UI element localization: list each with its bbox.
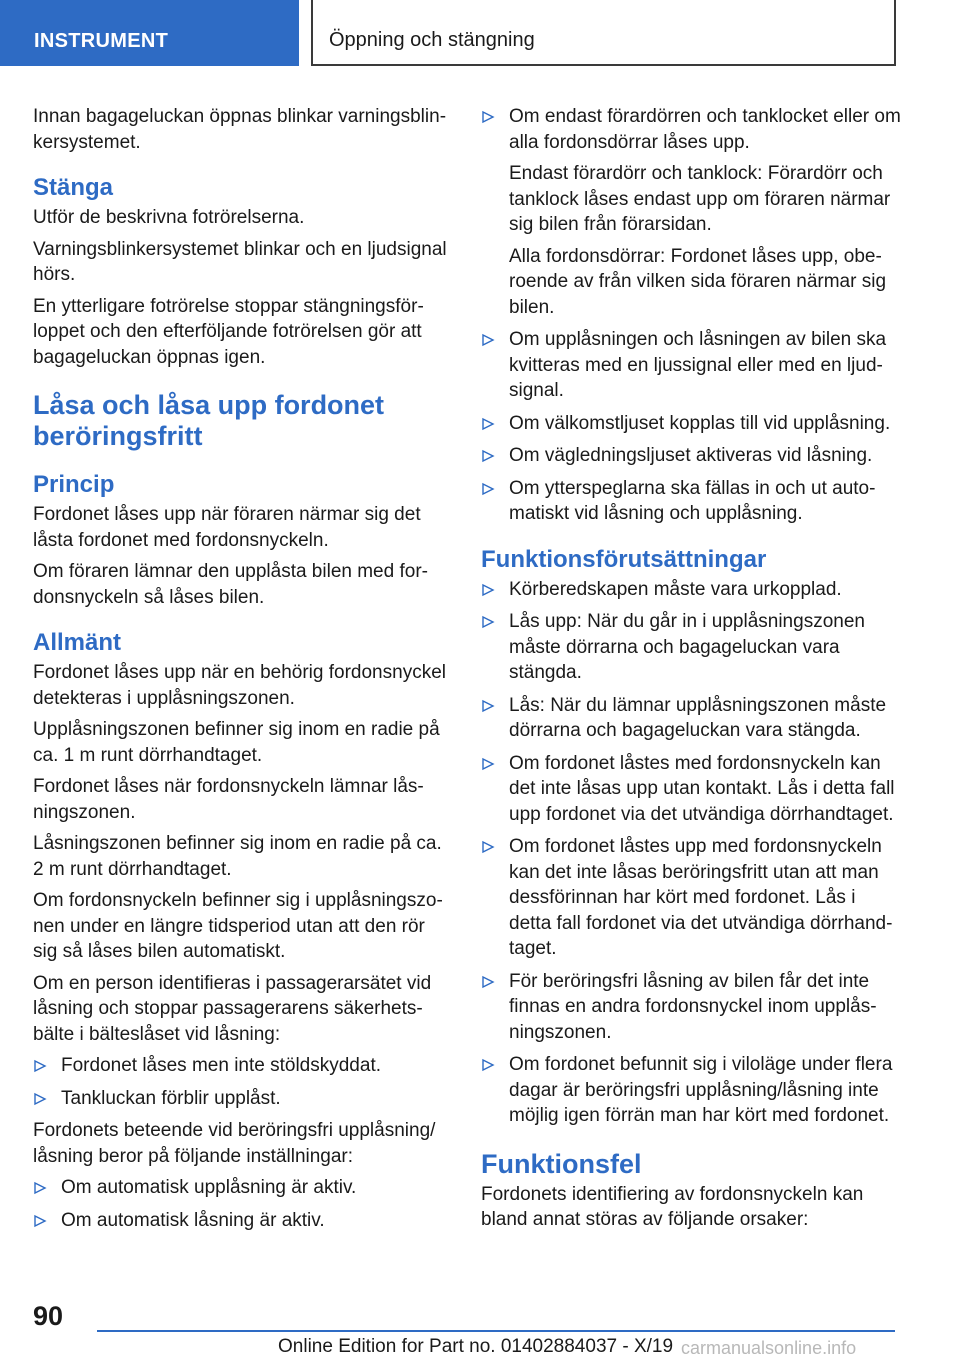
list-item <box>481 476 901 527</box>
left-column <box>33 104 453 1240</box>
list-item <box>33 1053 453 1079</box>
footer-divider <box>97 1330 895 1332</box>
page-header <box>0 0 960 66</box>
heading-princip: Princip <box>33 471 115 498</box>
list-item-text: Lås upp: När du går in i upplåsningszonen måste dörrarna och bagageluckan vara stängda. <box>509 611 865 683</box>
paragraph: Fordonet låses upp när föraren närmar sig det låsta fordonet med fordonsnyckeln. <box>33 504 421 551</box>
heading-funktionsfel: Funktionsfel <box>481 1148 642 1179</box>
list-item-text: Tankluckan förblir upplåst. <box>61 1087 281 1109</box>
list-item-text: Om fordonet låstes med fordonsnyckeln kan det inte låsas upp utan kontakt. Lås i detta fall upp fordonet via det utvändiga dörrhandtaget. <box>509 752 895 825</box>
chapter-box <box>311 0 896 66</box>
paragraph: Fordonet låses när fordonsnyckeln lämnar låsningszonen. <box>33 776 424 823</box>
paragraph: Fordonet låses upp när en behörig fordonsnyckel detekteras i upplåsningszonen. <box>33 662 446 709</box>
triangle-right-outline-icon <box>33 1178 47 1198</box>
list-item <box>481 751 901 828</box>
intro-paragraph: Innan bagageluckan öppnas blinkar varningsblinkersystemet. <box>33 106 447 153</box>
paragraph: Fordonets beteende vid beröringsfri upplåsning/ låsning beror på följande inställningar: <box>33 1120 436 1167</box>
list-item-text: Om ytterspeglarna ska fällas in och ut automatiskt vid låsning och upplåsning. <box>509 477 876 524</box>
paragraph: Låsningszonen befinner sig inom en radie på ca. 2 m runt dörrhandtaget. <box>33 833 442 880</box>
section-tab <box>0 0 299 66</box>
list-item-text: Fordonet låses men inte stöldskyddat. <box>61 1055 382 1076</box>
triangle-right-outline-icon <box>481 414 495 434</box>
list-item-text: Körberedskapen måste vara urkopplad. <box>509 578 842 600</box>
list-item <box>33 1086 453 1112</box>
paragraph: Om fordonsnyckeln befinner sig i upplåsningszonen under en längre tidsperiod utan att den rör sig så låses bilen automatiskt. <box>33 890 443 962</box>
triangle-right-outline-icon <box>481 580 495 600</box>
list-item <box>481 609 901 686</box>
heading-stanga: Stänga <box>33 174 114 201</box>
list-item-subtext: Alla fordonsdörrar: Fordonet låses upp, oberoende av från vilken sida föraren närmar sig bilen. <box>509 245 887 318</box>
paragraph: Fordonets identifiering av fordonsnyckeln kan bland annat störas av följande orsaker: <box>481 1183 864 1230</box>
triangle-right-outline-icon <box>481 330 495 350</box>
list-item <box>481 411 901 437</box>
list-item-text: Om välkomstljuset kopplas till vid upplåsning. <box>509 412 891 434</box>
list-item-text: Lås: När du lämnar upplåsningszonen måste dörrarna och bagageluckan vara stängda. <box>509 694 887 741</box>
right-column <box>481 104 901 1239</box>
chapter-title: Öppning och stängning <box>329 29 535 51</box>
triangle-right-outline-icon <box>481 754 495 774</box>
triangle-right-outline-icon <box>481 479 495 499</box>
list-item-text: För beröringsfri låsning av bilen får det inte finnas en andra fordonsnyckel inom upplåsningszonen. <box>509 970 877 1043</box>
list-item-text: Om endast förardörren och tanklocket eller om alla fordonsdörrar låses upp. <box>509 106 901 153</box>
section-title: INSTRUMENT <box>34 30 169 52</box>
paragraph: En ytterligare fotrörelse stoppar stängningsförloppet och den efterföljande fotrörelsen gör att bagageluckan öppnas igen. <box>33 295 424 368</box>
list-item <box>481 1052 901 1129</box>
triangle-right-outline-icon <box>33 1089 47 1109</box>
list-item <box>481 969 901 1046</box>
paragraph: Utför de beskrivna fotrörelserna. <box>33 207 305 228</box>
triangle-right-outline-icon <box>481 837 495 857</box>
triangle-right-outline-icon <box>481 107 495 127</box>
list-item-text: Om fordonet befunnit sig i viloläge under flera dagar är beröringsfri upplåsning/låsning inte möjlig igen förrän man har kört med fordonet. <box>509 1054 893 1126</box>
triangle-right-outline-icon <box>481 696 495 716</box>
list-item <box>481 327 901 404</box>
triangle-right-outline-icon <box>481 972 495 992</box>
bullet-list <box>33 1053 453 1111</box>
triangle-right-outline-icon <box>481 612 495 632</box>
bullet-list <box>33 1175 453 1233</box>
list-item-subtext: Endast förardörr och tanklock: Förardörr och tanklock låses endast upp om föraren närmar sig bilen från förarsidan. <box>509 163 891 235</box>
bullet-list <box>481 104 901 527</box>
list-item-text: Om fordonet låstes upp med fordonsnyckeln kan det inte låsas beröringsfritt utan att man dessförinnan har kört med fordonet. Lås i detta fall fordonet via det utvändiga dörrhandtaget. <box>509 836 893 959</box>
paragraph: Om en person identifieras i passagerarsätet vid låsning och stoppar passagerarens säkerhetsbälte i bälteslåset vid låsning: <box>33 972 432 1045</box>
watermark: carmanualsonline.info <box>681 1338 857 1358</box>
list-item <box>481 104 901 320</box>
list-item <box>33 1175 453 1201</box>
paragraph: Om föraren lämnar den upplåsta bilen med fordonsnyckeln så låses bilen. <box>33 561 428 608</box>
list-item-text: Om vägledningsljuset aktiveras vid låsning. <box>509 445 873 466</box>
list-item <box>481 443 901 469</box>
list-item <box>481 834 901 962</box>
triangle-right-outline-icon <box>33 1056 47 1076</box>
triangle-right-outline-icon <box>481 1055 495 1075</box>
triangle-right-outline-icon <box>481 446 495 466</box>
heading-funktionsforutsattningar: Funktionsförutsättningar <box>481 545 767 573</box>
heading-main: Låsa och låsa upp fordonet beröringsfritt <box>33 390 385 451</box>
list-item-text: Om automatisk låsning är aktiv. <box>61 1209 325 1231</box>
triangle-right-outline-icon <box>33 1211 47 1231</box>
heading-allmant: Allmänt <box>33 629 122 656</box>
footer-edition: Online Edition for Part no. 01402884037 - X/19 <box>278 1336 674 1357</box>
paragraph: Upplåsningszonen befinner sig inom en radie på ca. 1 m runt dörrhandtaget. <box>33 719 440 766</box>
list-item <box>481 693 901 744</box>
list-item <box>33 1208 453 1234</box>
page-number: 90 <box>33 1301 64 1331</box>
list-item-text: Om automatisk upplåsning är aktiv. <box>61 1177 357 1198</box>
list-item-text: Om upplåsningen och låsningen av bilen ska kvitteras med en ljussignal eller med en ljudsignal. <box>509 329 887 401</box>
paragraph: Varningsblinkersystemet blinkar och en ljudsignal hörs. <box>33 238 447 285</box>
list-item <box>481 577 901 603</box>
bullet-list <box>481 577 901 1129</box>
